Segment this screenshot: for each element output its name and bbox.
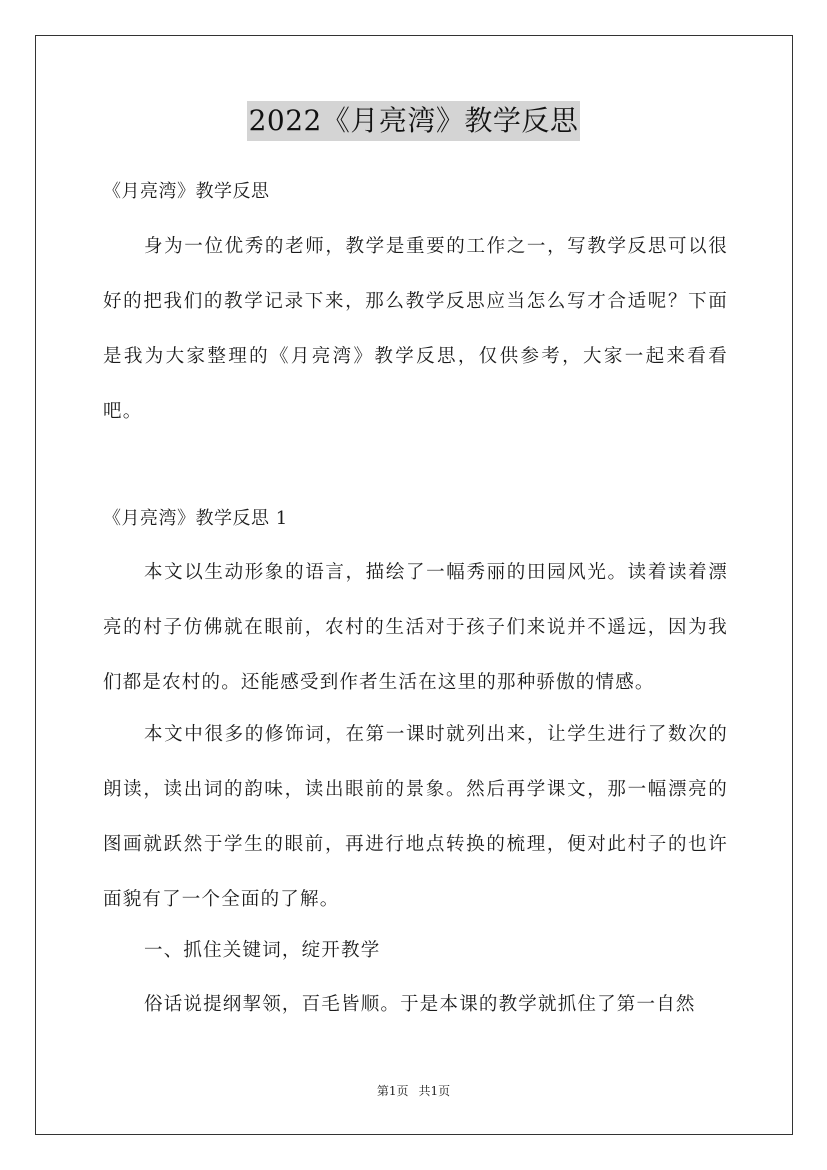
title-container xyxy=(0,101,827,141)
intro-paragraph: 身为一位优秀的老师，教学是重要的工作之一，写教学反思可以很好的把我们的教学记录下来，那么教学反思应当怎么写才合适呢？下面是我为大家整理的《月亮湾》教学反思，仅供参考，大家一起来看看吧。 xyxy=(103,236,728,422)
section1-paragraph-1: 本文以生动形象的语言，描绘了一幅秀丽的田园风光。读着读着漂亮的村子仿佛就在眼前，农村的生活对于孩子们来说并不遥远，因为我们都是农村的。还能感受到作者生活在这里的那种骄傲的情感。 xyxy=(103,562,728,693)
section-heading-1: 《月亮湾》教学反思 1 xyxy=(103,508,288,529)
page-footer xyxy=(0,1082,827,1099)
document-title: 2022《月亮湾》教学反思 xyxy=(247,101,581,141)
page-number-total: 共1页 xyxy=(418,1084,451,1098)
document-subtitle: 《月亮湾》教学反思 xyxy=(103,181,270,202)
point1-paragraph: 俗话说提纲挈领，百毛皆顺。于是本课的教学就抓住了第一自然 xyxy=(144,994,696,1015)
section1-paragraph-2: 本文中很多的修饰词，在第一课时就列出来，让学生进行了数次的朗读，读出词的韵味，读出眼前的景象。然后再学课文，那一幅漂亮的图画就跃然于学生的眼前，再进行地点转换的梳理，便对此村子的也许面貌有了一个全面的了解。 xyxy=(103,724,728,910)
point-heading-1: 一、抓住关键词，绽开教学 xyxy=(144,940,381,961)
page-number-current: 第1页 xyxy=(376,1084,409,1098)
